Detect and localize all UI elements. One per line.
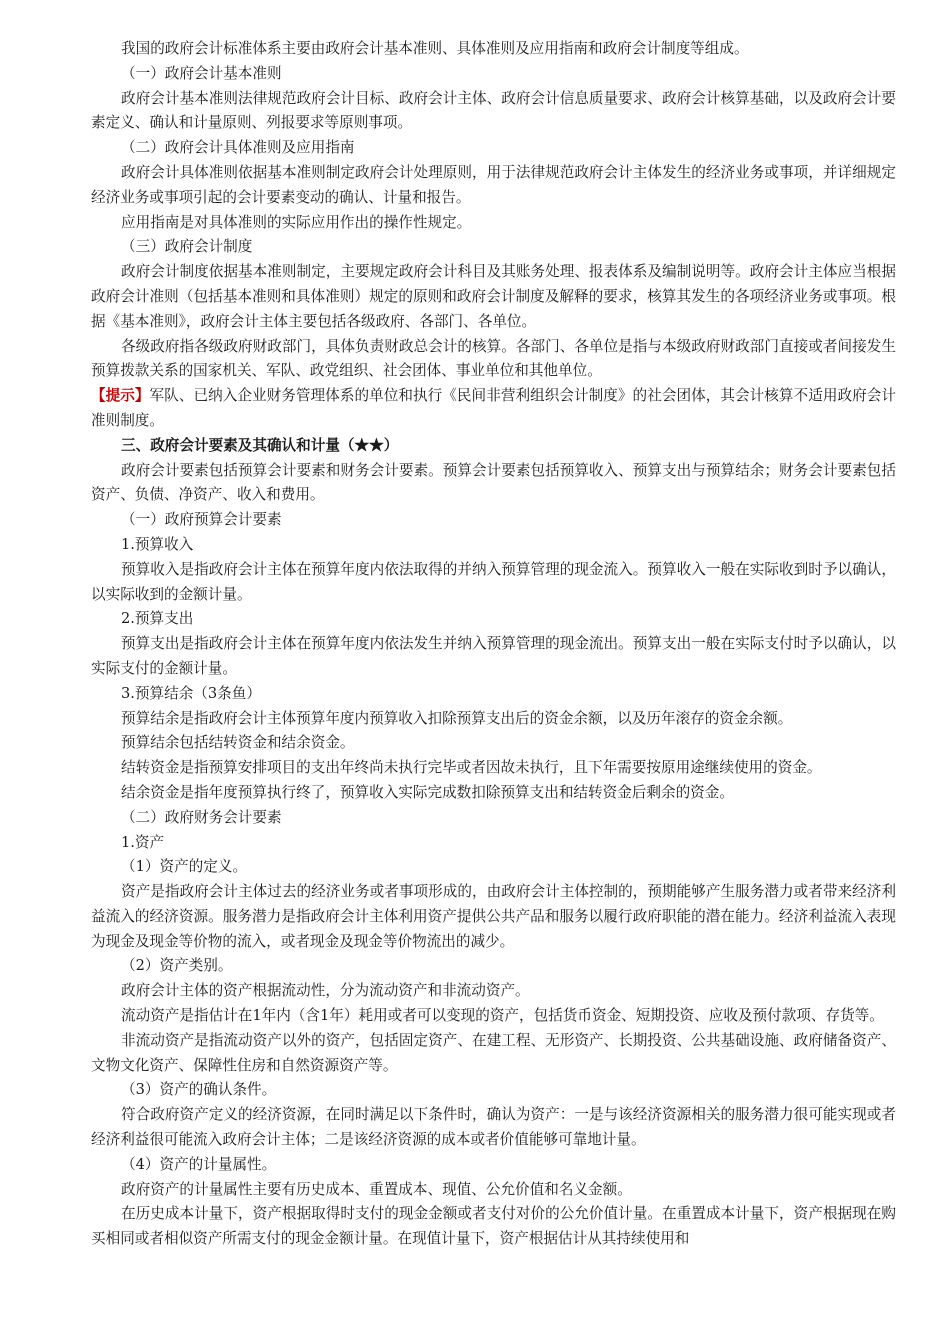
body-paragraph: 政府资产的计量属性主要有历史成本、重置成本、现值、公允价值和名义金额。 — [121, 1180, 632, 1198]
body-paragraph: 在历史成本计量下，资产根据取得时支付的现金金额或者支付对价的公允价值计量。在重置成本计量下，资产根据现在购买相同或者相似资产所需支付的现金金额计量。在现值计量下，资产根据估计从其持续使用和 — [91, 1205, 896, 1248]
item-heading: （4）资产的计量属性。 — [121, 1155, 277, 1173]
intro-paragraph: 我国的政府会计标准体系主要由政府会计基本准则、具体准则及应用指南和政府会计制度等组成。 — [121, 40, 749, 57]
document-body — [91, 37, 896, 1252]
body-paragraph: 政府会计要素包括预算会计要素和财务会计要素。预算会计要素包括预算收入、预算支出与预算结余；财务会计要素包括资产、负债、净资产、收入和费用。 — [91, 461, 896, 504]
body-paragraph: 应用指南是对具体准则的实际应用作出的操作性规定。 — [121, 213, 472, 231]
body-paragraph: 符合政府资产定义的经济资源，在同时满足以下条件时，确认为资产：一是与该经济资源相关的服务潜力很可能实现或者经济利益很可能流入政府会计主体；二是该经济资源的成本或者价值能够可靠地计量。 — [91, 1106, 896, 1149]
item-heading: （2）资产类别。 — [121, 957, 233, 975]
body-paragraph: 资产是指政府会计主体过去的经济业务或者事项形成的，由政府会计主体控制的，预期能够产生服务潜力或者带来经济利益流入的经济资源。服务潜力是指政府会计主体利用资产提供公共产品和服务以履行政府职能的潜在能力。经济利益流入表现为现金及现金等价物的流入，或者现金及现金等价物流出的减少。 — [91, 883, 896, 950]
section-heading: （二）政府财务会计要素 — [121, 808, 282, 826]
item-heading: （3）资产的确认条件。 — [121, 1081, 277, 1099]
tip-label: 【提示】 — [91, 387, 150, 405]
section-heading: （二）政府会计具体准则及应用指南 — [121, 139, 355, 157]
subsection-heading: 2.预算支出 — [121, 610, 194, 628]
body-paragraph: 预算结余是指政府会计主体预算年度内预算收入扣除预算支出后的资金余额，以及历年滚存的资金余额。 — [121, 709, 793, 727]
section-heading: （三）政府会计制度 — [121, 238, 253, 256]
item-heading: （1）资产的定义。 — [121, 858, 248, 876]
body-paragraph: 政府会计制度依据基本准则制定，主要规定政府会计科目及其账务处理、报表体系及编制说明等。政府会计主体应当根据政府会计准则（包括基本准则和具体准则）规定的原则和政府会计制度及解释的要求，核算其发生的各项经济业务或事项。根据《基本准则》，政府会计主体主要包括各级政府、各部门、各单位。 — [91, 263, 896, 330]
body-paragraph: 预算结余包括结转资金和结余资金。 — [121, 734, 355, 752]
body-paragraph: 政府会计具体准则依据基本准则制定政府会计处理原则，用于法律规范政府会计主体发生的经济业务或事项，并详细规定经济业务或事项引起的会计要素变动的确认、计量和报告。 — [91, 163, 896, 206]
section-heading: （一）政府会计基本准则 — [121, 64, 282, 82]
body-paragraph: 结转资金是指预算安排项目的支出年终尚未执行完毕或者因故未执行，且下年需要按原用途继续使用的资金。 — [121, 759, 822, 777]
chapter-heading: 三、政府会计要素及其确认和计量（★★） — [121, 436, 399, 454]
body-paragraph: 非流动资产是指流动资产以外的资产，包括固定资产、在建工程、无形资产、长期投资、公共基础设施、政府储备资产、文物文化资产、保障性住房和自然资源资产等。 — [91, 1031, 896, 1074]
body-paragraph: 预算支出是指政府会计主体在预算年度内依法发生并纳入预算管理的现金流出。预算支出一般在实际支付时予以确认，以实际支付的金额计量。 — [91, 635, 896, 677]
body-paragraph: 政府会计主体的资产根据流动性，分为流动资产和非流动资产。 — [121, 982, 530, 1000]
body-paragraph: 结余资金是指年度预算执行终了，预算收入实际完成数扣除预算支出和结转资金后剩余的资金。 — [121, 783, 734, 801]
body-paragraph: 预算收入是指政府会计主体在预算年度内依法取得的并纳入预算管理的现金流入。预算收入一般在实际收到时予以确认，以实际收到的金额计量。 — [91, 560, 896, 603]
subsection-heading: 3.预算结余（3条鱼） — [121, 684, 261, 702]
subsection-heading: 1.预算收入 — [121, 535, 194, 553]
tip-paragraph — [91, 384, 896, 434]
tip-text: 军队、已纳入企业财务管理体系的单位和执行《民间非营利组织会计制度》的社会团体，其会计核算不适用政府会计准则制度。 — [91, 387, 896, 429]
body-paragraph: 政府会计基本准则法律规范政府会计目标、政府会计主体、政府会计信息质量要求、政府会计核算基础，以及政府会计要素定义、确认和计量原则、列报要求等原则事项。 — [91, 89, 896, 132]
body-paragraph: 流动资产是指估计在1年内（含1年）耗用或者可以变现的资产，包括货币资金、短期投资、应收及预付款项、存货等。 — [121, 1007, 884, 1025]
section-heading: （一）政府预算会计要素 — [121, 511, 282, 529]
subsection-heading: 1.资产 — [121, 833, 165, 851]
body-paragraph: 各级政府指各级政府财政部门，具体负责财政总会计的核算。各部门、各单位是指与本级政府财政部门直接或者间接发生预算拨款关系的国家机关、军队、政党组织、社会团体、事业单位和其他单位。 — [91, 337, 896, 380]
